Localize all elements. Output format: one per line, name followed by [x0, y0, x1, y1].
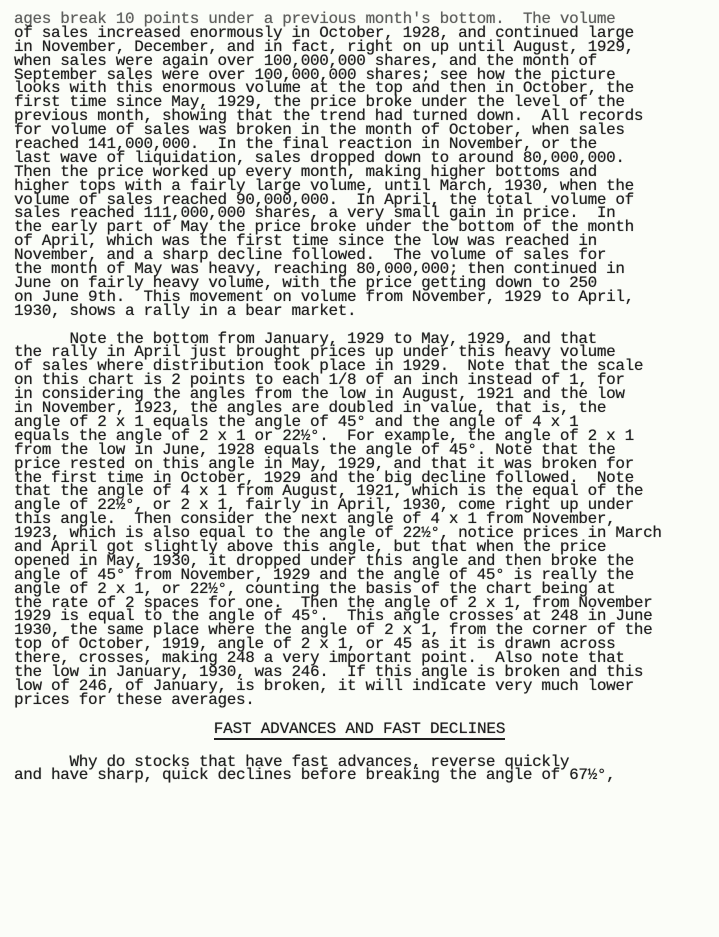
text-line: reached 141,000,000. In the final reaction in November, or the	[14, 135, 597, 154]
text-line: that the angle of 4 x 1 from August, 1921, which is the equal of the	[14, 482, 644, 501]
text-line: Why do stocks that have fast advances, reverse quickly	[14, 752, 570, 771]
text-line: in November, December, and in fact, right on up until August, 1929,	[14, 37, 634, 56]
text-line: the rate of 2 spaces for one. Then the angle of 2 x 1, from November	[14, 593, 653, 612]
section-heading-text: FAST ADVANCES AND FAST DECLINES	[213, 719, 506, 738]
paragraph-volume-of-sales	[14, 10, 705, 320]
text-line: higher tops with a fairly large volume, until March, 1930, when the	[14, 176, 634, 195]
text-line: equals the angle of 2 x 1 or 22½°. For example, the angle of 2 x 1	[14, 426, 634, 445]
text-line: this angle. Then consider the next angle of 4 x 1 from November,	[14, 510, 616, 529]
text-line: of sales increased enormously in October, 1928, and continued large	[14, 23, 634, 42]
text-line: Note the bottom from January, 1929 to May, 1929, and that	[14, 329, 597, 348]
text-line: top of October, 1919, angle of 2 x 1, or 45 as it is drawn across	[14, 635, 616, 654]
text-line: 1929 is equal to the angle of 45°. This angle crosses at 248 in June	[14, 607, 653, 626]
text-line: and have sharp, quick declines before breaking the angle of 67½°,	[14, 766, 616, 785]
text-line: the first time in October, 1929 and the big decline followed. Note	[14, 468, 634, 487]
text-line: sales reached 111,000,000 shares, a very small gain in price. In	[14, 204, 616, 223]
text-line: the month of May was heavy, reaching 80,000,000; then continued in	[14, 260, 625, 279]
text-line: volume of sales reached 90,000,000. In April, the total volume of	[14, 190, 634, 209]
text-line: November, and a sharp decline followed. The volume of sales for	[14, 246, 607, 265]
text-line: angle of 45° from November, 1929 and the angle of 45° is really the	[14, 565, 634, 584]
text-line: looks with this enormous volume at the top and then in October, the	[14, 79, 634, 98]
text-line: the rally in April just brought prices up under this heavy volume	[14, 343, 616, 362]
text-line: June on fairly heavy volume, with the price getting down to 250	[14, 273, 597, 292]
text-line: when sales were again over 100,000,000 shares, and the month of	[14, 51, 597, 70]
text-line: prices for these averages.	[14, 690, 255, 709]
text-line: 1923, which is also equal to the angle of 22½°, notice prices in March	[14, 524, 662, 543]
text-line: of April, which was the first time since the low was reached in	[14, 232, 597, 251]
text-line: there, crosses, making 248 a very important point. Also note that	[14, 649, 625, 668]
text-line: of sales where distribution took place in 1929. Note that the scale	[14, 357, 644, 376]
text-line: in considering the angles from the low in August, 1921 and the low	[14, 385, 625, 404]
text-line: the early part of May the price broke under the bottom of the month	[14, 218, 634, 237]
text-line: on this chart is 2 points to each 1/8 of an inch instead of 1, for	[14, 371, 625, 390]
text-line: the low in January, 1930, was 246. If this angle is broken and this	[14, 662, 644, 681]
text-line: first time since May, 1929, the price broke under the level of the	[14, 93, 625, 112]
paragraph-angles-analysis	[14, 329, 705, 709]
section-heading-fast-advances	[14, 719, 705, 740]
text-line: angle of 2 x 1 equals the angle of 45° and the angle of 4 x 1	[14, 412, 579, 431]
text-line: and April got slightly above this angle, but that when the price	[14, 537, 607, 556]
paragraph-fast-advances	[14, 752, 705, 785]
text-line: ages break 10 points under a previous month's bottom. The volume	[14, 10, 616, 28]
text-line: for volume of sales was broken in the month of October, when sales	[14, 121, 625, 140]
text-line: opened in May, 1930, it dropped under this angle and then broke the	[14, 551, 634, 570]
text-line: low of 246, of January, is broken, it will indicate very much lower	[14, 676, 634, 695]
text-line: angle of 22½°, or 2 x 1, fairly in April, 1930, come right up under	[14, 496, 634, 515]
text-line: September sales were over 100,000,000 shares; see how the picture	[14, 65, 616, 84]
text-line: Then the price worked up every month, making higher bottoms and	[14, 162, 597, 181]
text-line: in November, 1923, the angles are doubled in value, that is, the	[14, 399, 607, 418]
text-line: on June 9th. This movement on volume from November, 1929 to April,	[14, 287, 634, 306]
text-line: previous month, showing that the trend had turned down. All records	[14, 107, 644, 126]
text-line: last wave of liquidation, sales dropped down to around 80,000,000.	[14, 148, 625, 167]
text-line: 1930, the same place where the angle of 2 x 1, from the corner of the	[14, 621, 653, 640]
text-line: price rested on this angle in May, 1929, and that it was broken for	[14, 454, 634, 473]
text-line: 1930, shows a rally in a bear market.	[14, 301, 357, 320]
text-line: angle of 2 x 1, or 22½°, counting the basis of the chart being at	[14, 579, 616, 598]
text-line: from the low in June, 1928 equals the angle of 45°. Note that the	[14, 440, 616, 459]
